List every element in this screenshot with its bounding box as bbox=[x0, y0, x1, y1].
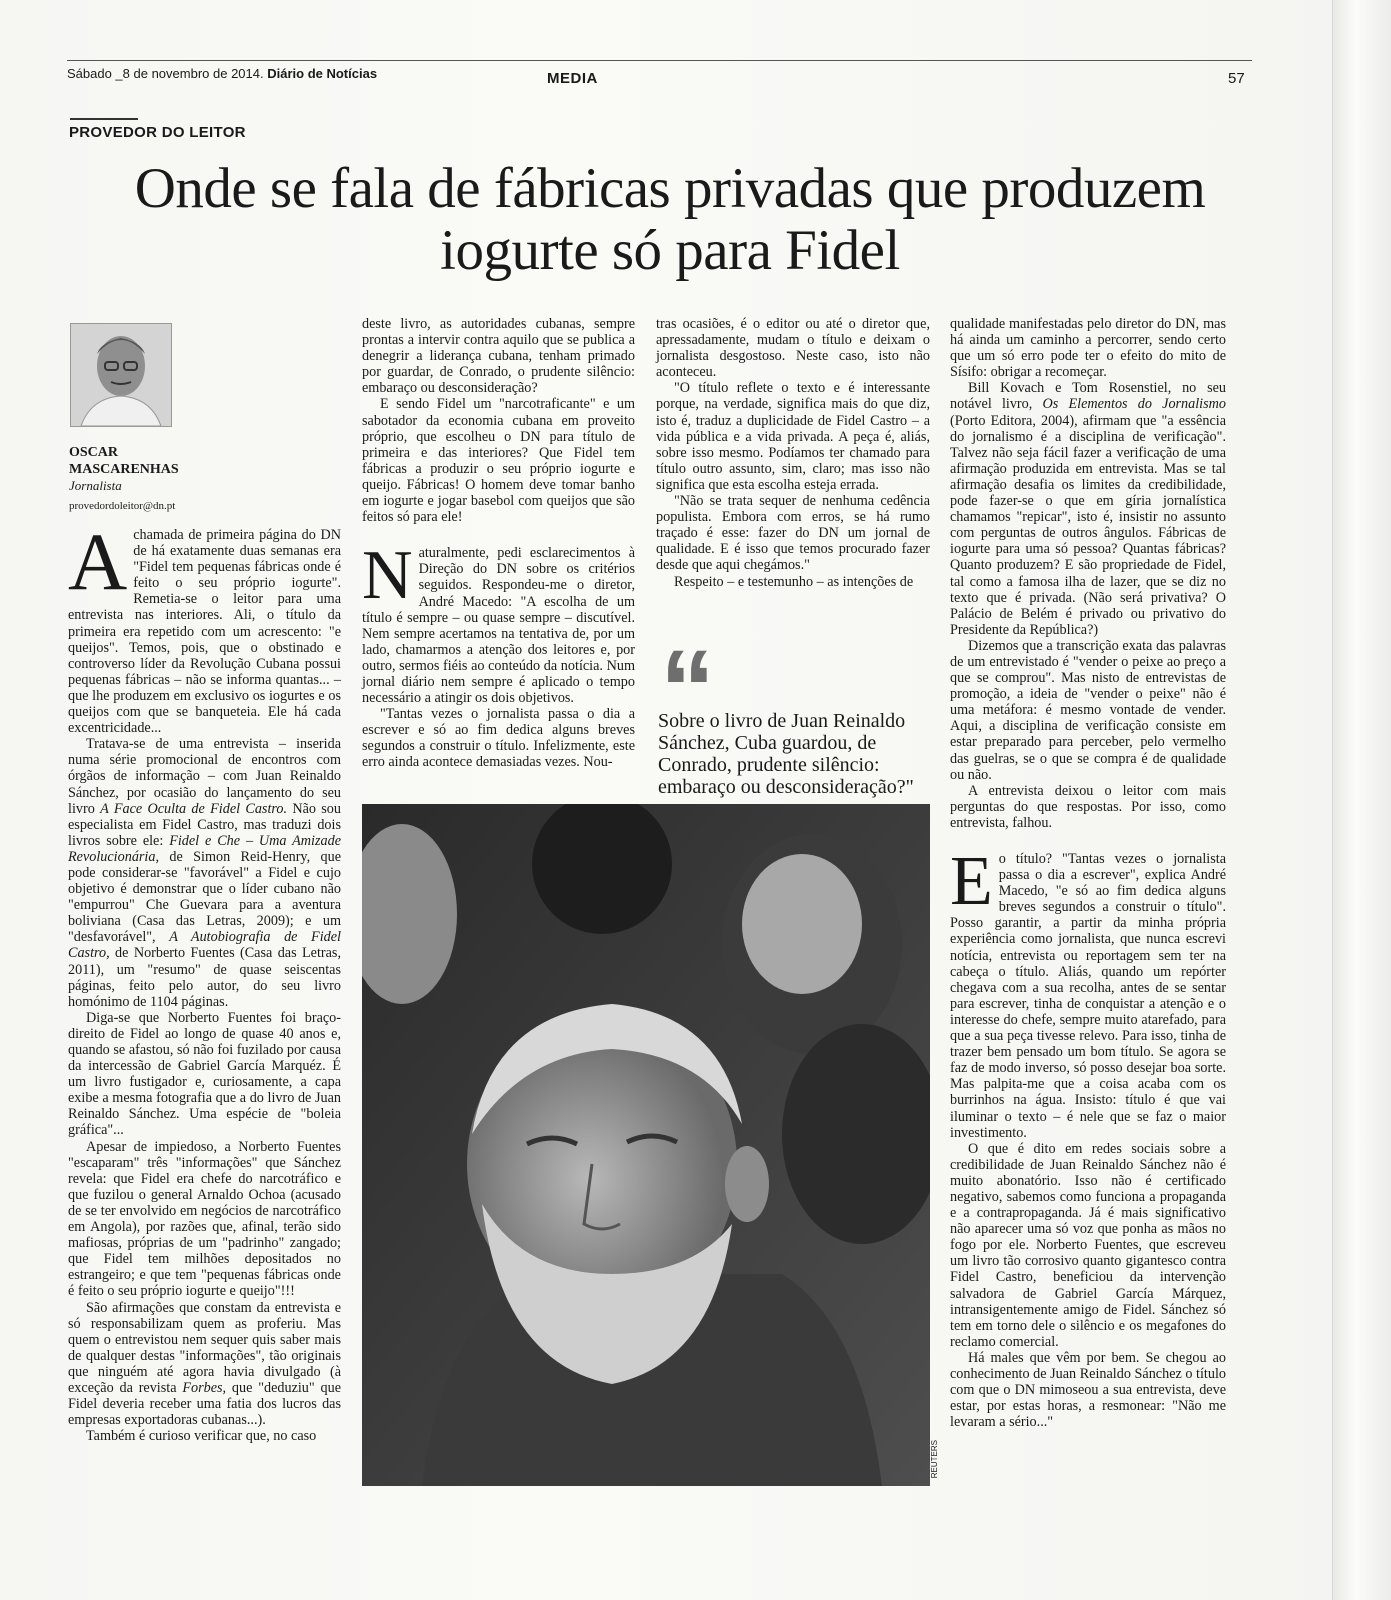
paragraph-text: que "deduziu" que Fidel deveria receber uma fatia dos lucros das empresas exportadoras cubanas...). bbox=[68, 1379, 341, 1429]
header-section: MEDIA bbox=[547, 70, 598, 87]
magazine-title: Forbes, bbox=[182, 1379, 227, 1396]
article-paragraph bbox=[950, 843, 1226, 1141]
article-paragraph: tras ocasiões, é o editor ou até o diretor que, apressadamente, mudam o título e deixam o jornalista desgostoso. Neste caso, isto não aconteceu. bbox=[656, 316, 930, 381]
article-paragraph: O que é dito em redes sociais sobre a credibilidade de Juan Reinaldo Sánchez não é muito abonatório. Isso não é certificado negativo, sabemos como funciona a propaganda e a contrapropaganda. Já é mais significativo não aparecer uma só voz que ponha as mãos no fogo por ele. Norberto Fuentes, que escreveu um livro tão corrosivo quanto gigantesco contra Fidel Castro, beneficiou da intervenção salvadora de Gabriel García Márquez, intransigentemente amigo de Fidel. Sánchez só tem em torno dele o silêncio e os megafones do reclamo comercial. bbox=[950, 1140, 1226, 1350]
article-column-2 bbox=[362, 316, 635, 771]
book-title: A Face Oculta de Fidel Castro. bbox=[100, 800, 288, 817]
book-title: Fidel e Che – Uma Amizade Revolucionária, bbox=[68, 832, 341, 865]
page-number: 57 bbox=[1228, 70, 1245, 87]
page-fold-edge bbox=[1332, 0, 1391, 1600]
book-title: A Autobiografia de Fidel Castro, bbox=[68, 929, 341, 962]
paragraph-text: o título? "Tantas vezes o jornalista passa o dia a escrever", explica André Macedo, "e só ao fim dedica alguns breves segundos a construir o título". Posso garantir, a partir da minha própria experiência como jornalista, que nunca escrevi notícia, entrevista ou reportagem sem ter na cabeça o título. Aliás, quando um repórter chegava com a sua recolha, antes de se sentar para escrever, tinha de conquistar a atenção e o interesse do chefe, sempre muito atarefado, para que a sua peça tivesse relevo. Para isso, tinha de trazer bem pensado um bom título. Se agora se faz de modo inverso, só posso desejar boa sorte. Mas palpita-me que a coisa acaba com os burrinhos na água. Insisto: título é que vai iluminar o texto – é nele que se faz o maior investimento. bbox=[950, 851, 1226, 1141]
paragraph-text: de Norberto Fuentes (Casa das Letras, 2011), um "resumo" de quase seiscentas páginas, feito pelo autor, do seu livro homónimo de 1104 páginas. bbox=[68, 945, 341, 1010]
paragraph-text: Bill Kovach e Tom Rosenstiel, no seu notável livro, bbox=[950, 380, 1226, 413]
author-role: Jornalista bbox=[69, 478, 122, 493]
article-paragraph bbox=[68, 736, 341, 1010]
article-paragraph: E sendo Fidel um "narcotraficante" e um sabotador da economia cubana em proveito próprio, que escolheu o DN para título de primeira e das interiores? Que Fidel tem fábricas a produzir o seu próprio iogurte e queijo. Fábricas! O homem deve tomar banho em iogurte e jogar basebol com queijos que são feitos só para ele! bbox=[362, 396, 635, 526]
article-paragraph bbox=[68, 516, 341, 737]
kicker: PROVEDOR DO LEITOR bbox=[69, 124, 246, 141]
author-portrait-icon bbox=[71, 324, 171, 426]
article-paragraph: Apesar de impiedoso, a Norberto Fuentes "escaparam" três "informações" que Sánchez revela: que Fidel era chefe do narcotráfico e que fuzilou o general Arnaldo Ochoa (acusado de se ter envolvido em negócios de narcotráfico em Angola), por razões que, afinal, terão sido mafiosas, próprias de um "padrinho" zangado; que Fidel tem milhões depositados no estrangeiro; e que tem "pequenas fábricas onde é feito o seu próprio iogurte e queijo"!!! bbox=[68, 1138, 341, 1300]
article-paragraph bbox=[362, 537, 635, 707]
article-paragraph: Dizemos que a transcrição exata das palavras de um entrevistado é "vender o peixe ao preço a que se comprou". Mas nisto de entrevistas de promoção, a ideia de "vender o peixe" não é uma metáfora: é mesmo vontade de vender. Aqui, a disciplina de verificação consiste em estar preparado para perceber, pelo vermelho das guelras, se o que se compra é de qualidade ou não. bbox=[950, 637, 1226, 783]
article-paragraph bbox=[68, 1300, 341, 1429]
headline: Onde se fala de fábricas privadas que produzem iogurte só para Fidel bbox=[134, 157, 1206, 282]
article-column-3 bbox=[656, 316, 930, 590]
paragraph-text: Não sou especialista em Fidel Castro, mas traduzi dois livros sobre ele: bbox=[68, 800, 341, 849]
article-column-4 bbox=[950, 316, 1226, 1430]
paragraph-text: chamada de primeira página do DN de há exatamente duas semanas era "Fidel tem pequenas fábricas onde é feito o seu próprio iogurte". Remetia-se o leitor para uma entrevista nas interiores. Ali, o título da primeira era repetido com um acrescento: "e queijos". Temos, pois, que o obstinado e controverso líder da Revolução Cubana possui pequenas fábricas – não se informa quantas... – que lhe produzem em exclusivo os iogurtes e os queijos com que se banqueteia. Ele há cada excentricidade... bbox=[68, 527, 341, 737]
article-paragraph: A entrevista deixou o leitor com mais perguntas do que respostas. Por isso, como entrevista, falhou. bbox=[950, 782, 1226, 831]
header-rule bbox=[67, 60, 1252, 61]
article-paragraph: deste livro, as autoridades cubanas, sempre prontas a intervir contra aquilo que se publica a denegrir a liderança cubana, tenham primado por guardar, de Conrado, o prudente silêncio: embaraço ou desconsideração? bbox=[362, 316, 635, 397]
paragraph-text: (Porto Editora, 2004), afirmam que "a essência do jornalismo é a disciplina de verificação". Talvez não seja fácil fazer a verificação de uma afirmação produzida em entrevista. Mas se tal afirmação desafia os limites da credibilidade, pode fazer-se o que em gíria jornalística chamamos "repicar", isto é, insistir no assunto com perguntas de outros ângulos. Fábricas de iogurte para uma só pessoa? Quantas fábricas? Quanto produzem? E são propriedade de Fidel, tal como a famosa ilha de lazer, que se diz no texto que é privada. (Não será privativa? O Palácio de Belém é privado ou privativo do Presidente da República?) bbox=[950, 412, 1226, 638]
paragraph-text: aturalmente, pedi esclarecimentos à Direção do DN sobre os critérios seguidos. Respondeu-me o diretor, André Macedo: "A escolha de um título é sempre – ou quase sempre – discutível. Nem sempre acertamos na tentativa de, por um lado, chamarmos a atenção dos leitores e, por outro, sermos fiéis ao conteúdo da notícia. Num jornal diário nem sempre é aplicado o tempo necessário a atingir os dois objetivos. bbox=[362, 545, 635, 707]
dropcap: E bbox=[950, 843, 993, 920]
article-paragraph: Respeito – e testemunho – as intenções de bbox=[674, 573, 914, 590]
article-paragraph: "O título reflete o texto e é interessante porque, na verdade, significa mais do que diz, isto é, traduz a duplicidade de Fidel Castro – a vida pública e a vida privada. A peça é, aliás, sobre isso mesmo. Podíamos ter chamado para título outro assunto, sim, claro; mas isso não significa que esta escolha esteja errada. bbox=[656, 380, 930, 493]
fidel-portrait-icon bbox=[362, 804, 930, 1486]
paragraph-text: São afirmações que constam da entrevista e só responsabilizam quem as proferiu. Mas quem o entrevistou nem sequer quis saber mais de qualquer destas "informações", tão originais que ninguém até agora havia divulgado (à exceção da revista bbox=[68, 1299, 341, 1396]
quote-mark-icon: “ bbox=[660, 628, 715, 751]
header-date: Sábado _8 de novembro de 2014. bbox=[67, 66, 264, 81]
paragraph-text: Tratava-se de uma entrevista – inserida numa série promocional de encontros com órgãos de informação – com Juan Reinaldo Sánchez, por ocasião do lançamento do seu livro bbox=[68, 736, 341, 817]
dropcap: A bbox=[68, 516, 128, 607]
paragraph-text: de Simon Reid-Henry, que pode considerar-se "favorável" a Fidel e cujo objetivo é demonstrar que o líder cubano não "empurrou" Che Guevara para a aventura boliviana (Casa das Letras, 2009); e um "desfavorável", bbox=[68, 848, 341, 946]
header-paper: Diário de Notícias bbox=[267, 66, 378, 81]
article-paragraph: Diga-se que Norberto Fuentes foi braço-direito de Fidel ao longo de quase 40 anos e, quando se afastou, só não foi fuzilado por causa da intercessão de Gabriel García Marquéz. É um livro fustigador e, curiosamente, a capa exibe a mesma fotografia que a do livro de Juan Reinaldo Sánchez. Uma espécie de "boleia gráfica"... bbox=[68, 1009, 341, 1139]
photo-credit: REUTERS bbox=[930, 1440, 939, 1479]
article-paragraph: Também é curioso verificar que, no caso bbox=[86, 1428, 317, 1445]
author-email[interactable]: provedordoleitor@dn.pt bbox=[69, 500, 176, 512]
fidel-photo bbox=[362, 804, 930, 1486]
article-paragraph: Há males que vêm por bem. Se chegou ao conhecimento de Juan Reinaldo Sánchez o título com que o DN mimoseou a sua entrevista, deve estar, por estas horas, a resmonear: "Não me levaram a sério..." bbox=[950, 1349, 1226, 1431]
dropcap: N bbox=[362, 537, 413, 615]
article-paragraph: "Tantas vezes o jornalista passa o dia a escrever e só ao fim dedica alguns breves segundos a construir o título. Infelizmente, este erro ainda acontece demasiadas vezes. Nou- bbox=[362, 706, 635, 771]
header-dateline bbox=[67, 66, 377, 81]
author-photo bbox=[70, 323, 172, 427]
kicker-rule bbox=[70, 118, 138, 120]
pull-quote: Sobre o livro de Juan Reinaldo Sánchez, Cuba guardou, de Conrado, prudente silêncio: embaraço ou desconsideração?" bbox=[658, 710, 914, 798]
author-name: OSCAR MASCARENHAS bbox=[69, 445, 179, 477]
article-paragraph: qualidade manifestadas pelo diretor do DN, mas há ainda um caminho a percorrer, sendo certo que um só erro pode ter o efeito do mito de Sísifo: obrigar a recomeçar. bbox=[950, 316, 1226, 381]
article-paragraph: "Não se trata sequer de nenhuma cedência populista. Embora com erros, se há rumo traçado é esse: fazer do DN um jornal de qualidade. E é isso que temos procurado fazer desde que aqui chegámos." bbox=[656, 493, 930, 574]
book-title: Os Elementos do Jornalismo bbox=[1042, 396, 1226, 413]
article-paragraph bbox=[950, 380, 1226, 638]
article-column-1 bbox=[68, 516, 341, 1445]
